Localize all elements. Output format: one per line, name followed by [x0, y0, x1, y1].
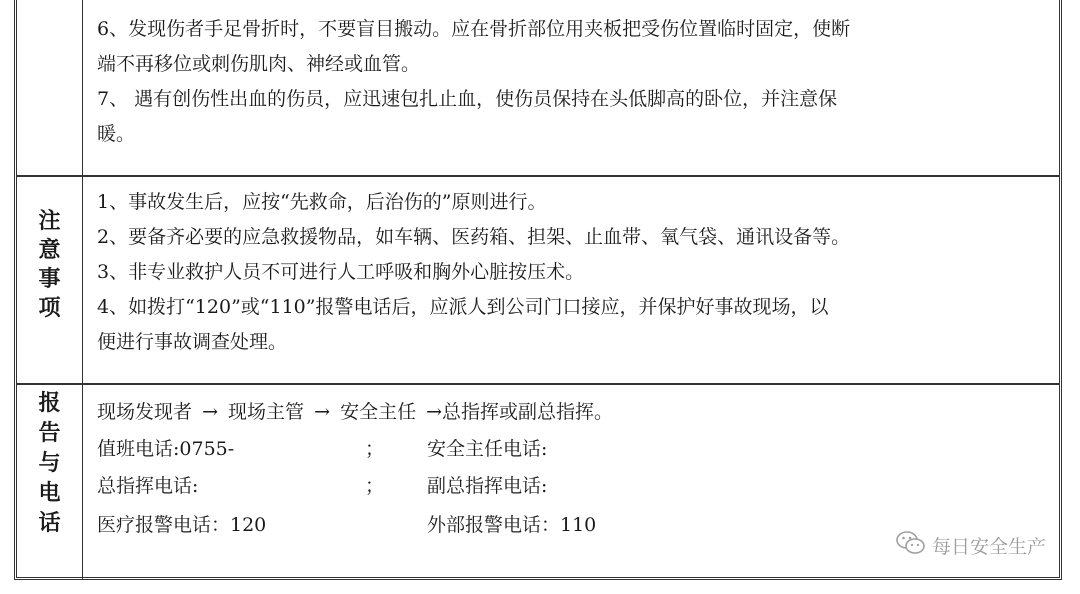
first-aid-line-1: 6、发现伤者手足骨折时，不要盲目搬动。应在骨折部位用夹板把受伤位置临时固定，使断	[97, 18, 851, 40]
watermark-text: 每日安全生产	[931, 535, 1046, 558]
report-flow	[97, 395, 1049, 430]
report-label: 报 告 与 电 话	[38, 391, 61, 536]
flow-step-2: 现场主管	[228, 401, 305, 423]
flow-step-4: 总指挥或副总指挥。	[442, 401, 614, 423]
first-aid-line-3: 7、 遇有创伤性出血的伤员，应迅速包扎止血，使伤员保持在头低脚高的卧位，并注意保	[97, 88, 838, 110]
notes-label: 注 意 事 项	[38, 209, 61, 321]
note-item-4-cont: 便进行事故调查处理。	[97, 331, 288, 353]
note-item-1: 1、事故发生后，应按“先救命，后治伤的”原则进行。	[97, 191, 547, 213]
emergency-table	[14, 0, 1062, 580]
medical-phone: 医疗报警电话：120	[97, 514, 267, 536]
notes-label-cell	[17, 177, 83, 383]
duty-phone: 值班电话:0755-	[97, 438, 235, 460]
note-item-3: 3、非专业救护人员不可进行人工呼吸和胸外心脏按压术。	[97, 261, 585, 283]
first-aid-content	[97, 12, 1049, 152]
arrow-right-icon: →	[314, 401, 331, 423]
flow-step-3: 安全主任	[340, 401, 417, 423]
commander-phone: 总指挥电话:	[97, 475, 199, 497]
notes-content	[97, 185, 1049, 360]
first-aid-row	[17, 0, 1059, 177]
watermark	[896, 531, 1046, 559]
note-item-2: 2、要备齐必要的应急救援物品，如车辆、医药箱、担架、止血带、氧气袋、通讯设备等。	[97, 226, 851, 248]
external-phone: 外部报警电话：110	[427, 514, 597, 536]
arrow-right-icon: →	[426, 401, 443, 423]
wechat-icon	[896, 530, 926, 561]
report-label-cell	[17, 385, 83, 580]
arrow-right-icon: →	[202, 401, 218, 423]
first-aid-line-4: 暖。	[97, 123, 136, 145]
separator: ；	[365, 475, 385, 497]
first-aid-label-cell	[17, 0, 83, 175]
flow-step-1: 现场发现者	[97, 401, 193, 423]
report-content	[97, 395, 1049, 544]
note-item-4: 4、如拨打“120”或“110”报警电话后，应派人到公司门口接应，并保护好事故现场，以	[97, 296, 829, 318]
deputy-commander-phone: 副总指挥电话:	[427, 475, 548, 497]
safety-director-phone: 安全主任电话:	[427, 438, 548, 460]
first-aid-line-2: 端不再移位或刺伤肌肉、神经或血管。	[97, 53, 421, 75]
separator: ；	[365, 438, 385, 460]
notes-row	[17, 177, 1059, 385]
